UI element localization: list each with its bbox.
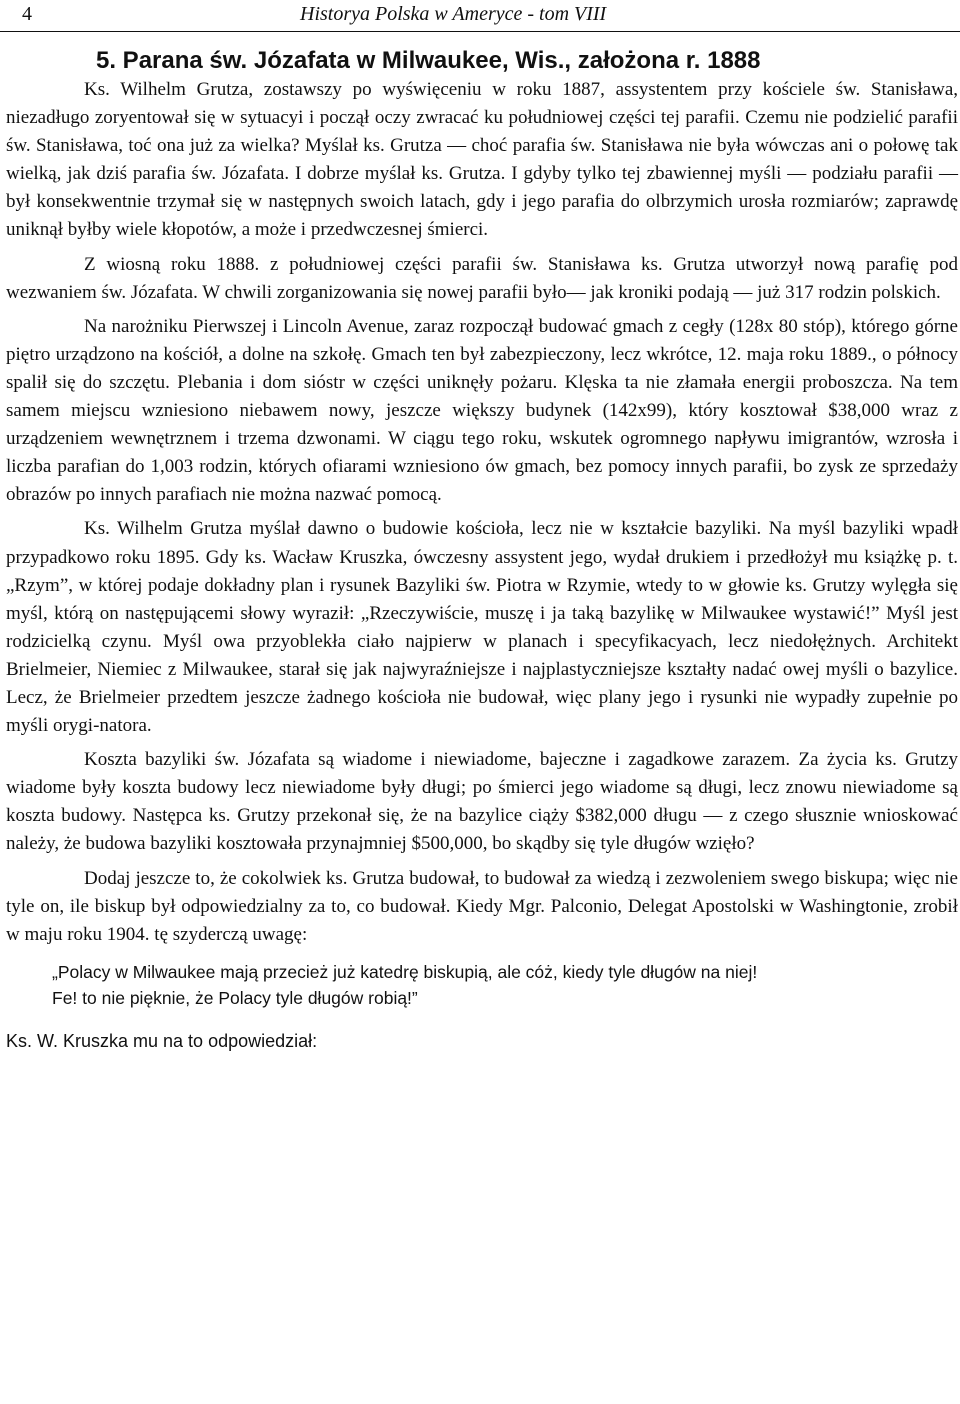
quote-line-2: Fe! to nie pięknie, że Polacy tyle długów robią!”	[52, 987, 418, 1008]
section-title: 5. Parana św. Józafata w Milwaukee, Wis., założona r. 1888	[96, 47, 761, 74]
paragraph: Ks. Wilhelm Grutza myślał dawno o budowie kościoła, lecz nie w kształcie bazyliki. Na myśl bazyliki wpadł przypadkowo roku 1895. Gdy ks. Wacław Kruszka, ówczesny assystent jego, wydał drukiem i przedłożył mu książkę p. t. „Rzym”, w której podaje dokładny plan i rysunek Bazyliki św. Piotra w Rzymie, wtedy to w głowie ks. Grutzy wylęgła się myśl, którą on następującemi słowy wyraził: „Rzeczywiście, muszę i ja taką bazylikę w Milwaukee wystawić!” Myśl jest rodzicielką czynu. Myśl owa przyoblekła ciało najpierw w planach i specyfikacyach, lecz niedołężnych. Architekt Brielmeier, Niemiec z Milwaukee, starał się jak najwyraźniejsze i najplastyczniejsze kształty nadać owej myśli o bazylice. Lecz, że Brielmeier przedtem jeszcze żadnego kościoła nie budował, więc plany jego i rysunki nie wypadły zupełnie po myśli orygi-natora.	[6, 518, 958, 737]
paragraph: Dodaj jeszcze to, że cokolwiek ks. Grutza budował, to budował za wiedzą i zezwoleniem swego biskupa; więc nie tyle on, ile biskup był odpowiedzialny za to, co budował. Kiedy Mgr. Palconio, Delegat Apostolski w Washingtonie, zrobił w maju roku 1904. tę szyderczą uwagę:	[6, 867, 958, 945]
body-text	[6, 76, 958, 1055]
paragraph: Z wiosną roku 1888. z południowej części parafii św. Stanisława ks. Grutza utworzył nową parafię pod wezwaniem św. Józafata. W chwili zorganizowania się nowej parafii było— jak kroniki podają — już 317 rodzin polskich.	[6, 253, 958, 303]
page-header	[0, 0, 960, 28]
running-title: Historya Polska w Ameryce - tom VIII	[300, 3, 607, 25]
header-rule	[0, 31, 960, 32]
block-quote	[52, 959, 932, 1011]
paragraph: Ks. Wilhelm Grutza, zostawszy po wyświęceniu w roku 1887, assystentem przy kościele św. Stanisława, niezadługo zoryentował się w sytuacyi i począł oczy zwracać ku południowej części tej parafii. Czemu nie podzielić parafii św. Stanisława, toć ona już za wielka? Myślał ks. Grutza — choć parafia św. Stanisława nie była wówczas ani o połowę tak wielką, jak dziś parafia św. Józafata. I dobrze myślał ks. Grutza. I gdyby tylko tej zbawiennej myśli — podziału parafii — był konsekwentnie trzymał się w następnych swoich latach, gdy i jego parafia do olbrzymich urosła rozmiarów; zaprawdę uniknął byłby wiele kłopotów, a może i przedwczesnej śmierci.	[6, 79, 958, 241]
quote-line-1: „Polacy w Milwaukee mają przecież już katedrę biskupią, ale cóż, kiedy tyle długów na niej!	[52, 961, 758, 982]
paragraph: Koszta bazyliki św. Józafata są wiadome i niewiadome, bajeczne i zagadkowe zarazem. Za życia ks. Grutzy wiadome były koszta budowy lecz niewiadome były długi; po śmierci jego wiadome są długi, lecz znowu niewiadome są koszta budowy. Następca ks. Grutzy przekonał się, że na bazylice ciąży $382,000 długu — z czego słusznie wnioskować należy, że budowa bazyliki kosztowała przynajmniej $500,000, bo skądby się tyle długów wzięło?	[6, 749, 958, 855]
closing-line: Ks. W. Kruszka mu na to odpowiedział:	[6, 1030, 318, 1051]
paragraph: Na narożniku Pierwszej i Lincoln Avenue, zaraz rozpoczął budować gmach z cegły (128x 80 stóp), którego górne piętro urządzono na kościół, a dolne na szkołę. Gmach ten był zabezpieczony, lecz wkrótce, 12. maja roku 1889., o północy spalił się do szczętu. Plebania i dom sióstr w części uniknęły pożaru. Klęska ta nie złamała energii proboszcza. Na tem samem miejscu wzniesiono niebawem nowy, jeszcze większy budynek (142x99), który kosztował $38,000 wraz z urządzeniem wewnętrznem i trzema dzwonami. W ciągu tego roku, wskutek ogromnego napływu imigrantów, wzrosła i liczba parafian do 1,003 rodzin, których ofiarami wzniesiono ów gmach, bez pomocy innych parafii, bo zysk ze sprzedaży obrazów po innych parafiach nie można nazwać pomocą.	[6, 315, 958, 506]
page-number: 4	[22, 3, 32, 25]
